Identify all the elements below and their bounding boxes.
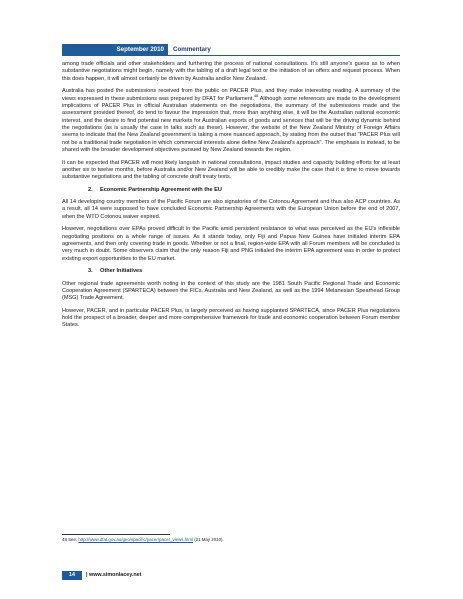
footnote-link[interactable]: http://www.dfat.gov.au/geo/spacific/pacer/pacer_views.html bbox=[78, 537, 193, 542]
footer-website[interactable]: | www.simonlacey.net bbox=[86, 572, 142, 578]
section-heading bbox=[62, 187, 400, 194]
section-number: 3. bbox=[88, 268, 93, 275]
paragraph: among trade officials and other stakeholders and furthering the process of national consultations. It's still anyone's guess as to when substantive negotiations might begin, namely with the tabling of a draft legal text or the initiation of an offers and request process. When this does happen, it will almost certainly be driven by Australia and/or New Zealand. bbox=[62, 61, 400, 82]
paragraph-text: Although some references are made to the development implications of PACER Plus in official Australian statements on the negotiations, the summary of the submissions made and the assessment provided thereof, do tend to favour the impression that, more than anything else, it will be the Australian national economic interest, and the desire to find potential new markets for Australian exports of goods and services that will be the driving dynamic behind the negotiations (as is usually the case in talks such as these). However, the website of the New Zealand Ministry of Foreign Affairs seems to indicate that the New Zealand government is taking a more nuanced approach, by stating from the outset that "PACER Plus will not be a traditional trade negotiation in which commercial interests alone define New Zealand's approach". The emphasis is instead, to be shared with the broader development objectives pursued by New Zealand towards the region. bbox=[62, 95, 400, 153]
header-section: Commentary bbox=[173, 46, 211, 53]
footnote-divider bbox=[62, 534, 170, 535]
footnote-suffix: (21 May 2010). bbox=[192, 537, 224, 542]
paragraph: It can be expected that PACER will most likely languish in national consultations, impact studies and capacity building efforts for at least another six to twelve months, before Australia and/or New Zealand will be able to credibly make the case that it is time to move towards substantive negotiations and the tabling of concrete draft treaty texts. bbox=[62, 159, 400, 181]
header-date-band bbox=[62, 44, 168, 56]
paragraph: However, PACER, and in particular PACER Plus, is largely perceived as having supplanted SPARTECA, since PACER Plus negotiations hold the prospect of a broader, deeper and more comprehensive framework for trade and economic cooperation between Forum member States. bbox=[62, 307, 400, 329]
paragraph-text: Australia has posted the submissions received from the public on PACER Plus, and they make interesting reading. A summary of the views expressed in these submissions was prepared by DFAT for Parliament. bbox=[62, 88, 400, 102]
section-title: Economic Partnership Agreement with the EU bbox=[100, 186, 222, 193]
footnote bbox=[62, 537, 224, 543]
section-title: Other Initiatives bbox=[100, 268, 143, 275]
paragraph: Other regional trade agreements worth noting in the context of this study are the 1981 South Pacific Regional Trade and Economic Cooperation Agreement (SPARTECA) between the FICs, Australia and New Zealand, as well as the 1994 Melanesian Spearhead Group (MSG) Trade Agreement. bbox=[62, 280, 400, 302]
paragraph: However, negotiations over EPAs proved difficult in the Pacific amid persistent resistance to what was perceived as the EU's inflexible negotiating positions on a whole range of issues. As it stands today, only Fiji and Papua New Guinea have initialed interim EPA agreements, and then only covering trade in goods. Whether or not a final, region-wide EPA with all Forum members will be concluded is very much in doubt. Some observers claim that the only reason Fiji and PNG initialed the interim EPA agreement was in order to protect existing export opportunities to the EU market. bbox=[62, 226, 400, 262]
paragraph: All 14 developing country members of the Pacific Forum are also signatories of the Cotonou Agreement and thus also ACP countries. As a result, all 14 were supposed to have concluded Economic Partnership Agreements with the European Union before the end of 2007, when the WTO Cotonou waiver expired. bbox=[62, 199, 400, 220]
page-header bbox=[0, 44, 463, 56]
footnote-marker[interactable]: 48 bbox=[254, 93, 259, 98]
header-section-band bbox=[168, 44, 400, 56]
footnote-prefix: 48 See: bbox=[62, 537, 79, 542]
paragraph bbox=[62, 88, 400, 154]
section-heading bbox=[62, 268, 400, 275]
body-text bbox=[62, 61, 400, 335]
section-number: 2. bbox=[88, 186, 93, 193]
header-date: September 2010 bbox=[116, 46, 164, 53]
page-number: 14 bbox=[62, 571, 82, 580]
